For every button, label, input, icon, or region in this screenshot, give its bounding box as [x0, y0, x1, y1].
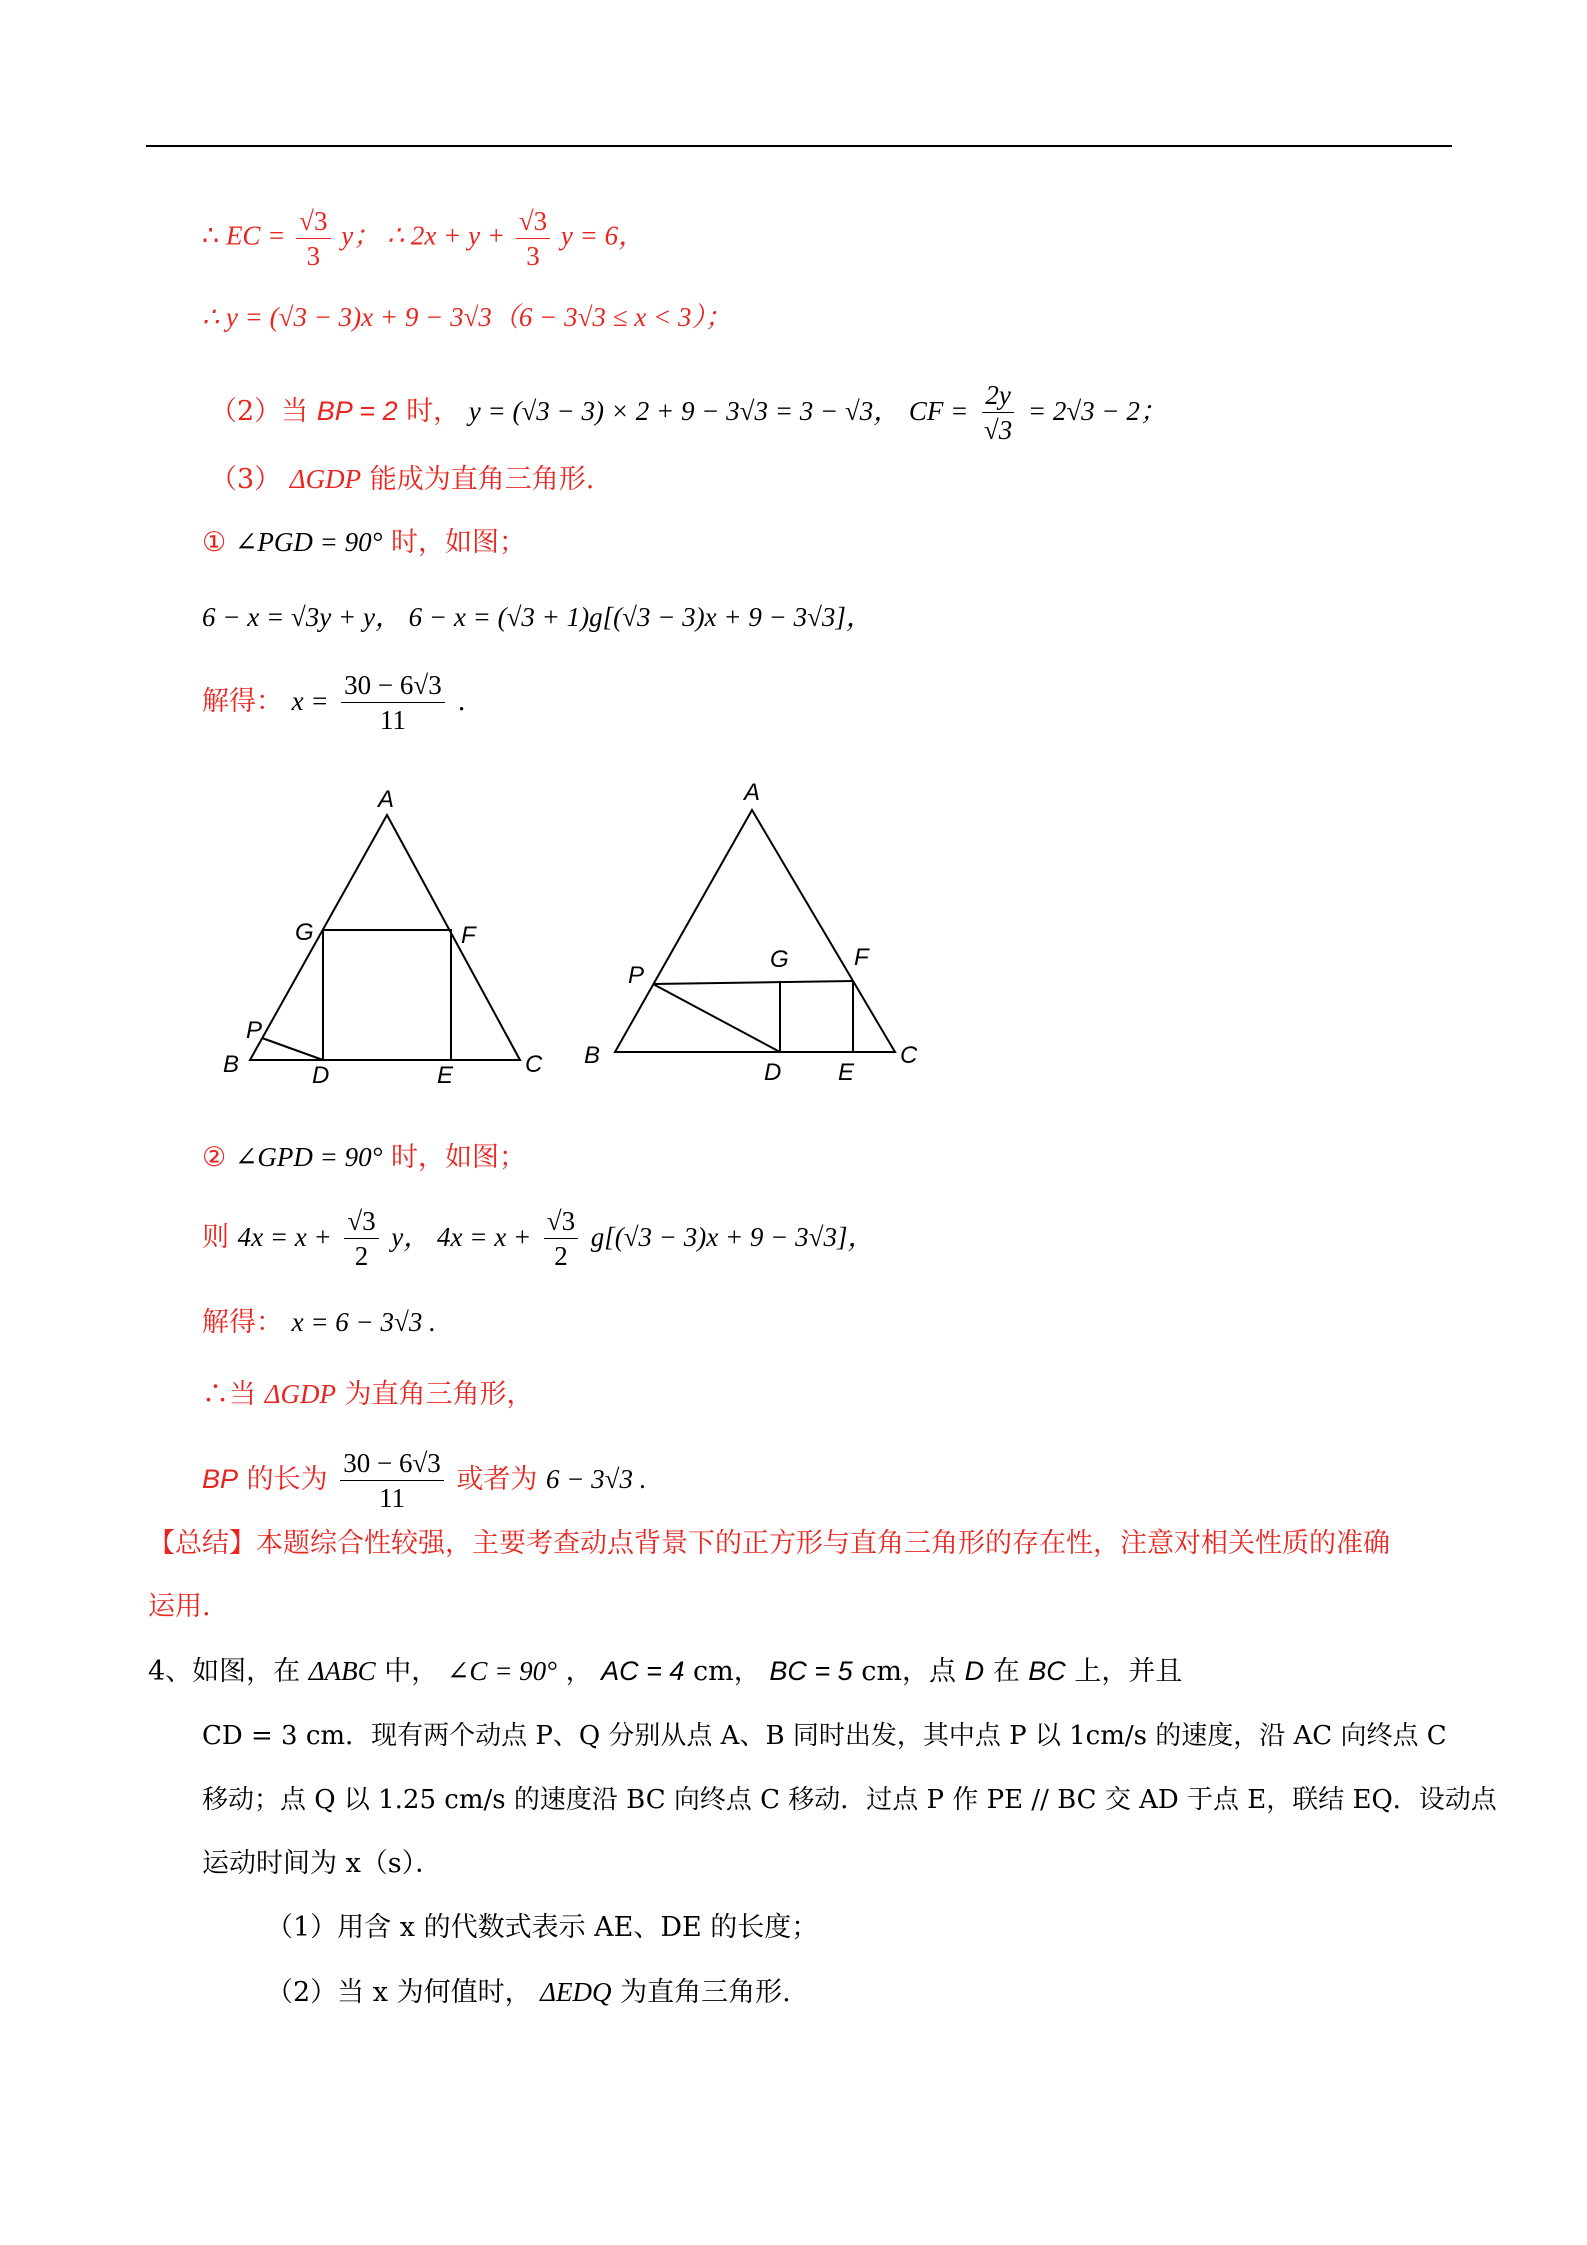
- label-b: B: [584, 1042, 601, 1069]
- label-c: C: [525, 1051, 543, 1078]
- label-e: E: [437, 1062, 454, 1089]
- case-1-equation: 6 − x = √3y + y， 6 − x = (√3 + 1)g[(√3 − 3)x + 9 − 3√3]，: [202, 602, 873, 632]
- segment-pf: [653, 981, 853, 984]
- part-2-answer: （2）当 BP = 2 时， y = (√3 − 3) × 2 + 9 − 3√3 = 3 − √3， CF = $\frac{2y}{√3}$ = 2√3 − 2；: [210, 380, 1167, 445]
- figure-2: [575, 770, 935, 1090]
- conclusion-line-1: ∴当 ΔGDP 为直角三角形，: [202, 1379, 534, 1410]
- square-gdef: [323, 930, 451, 1060]
- label-p: P: [246, 1017, 263, 1044]
- figure-1: [215, 780, 545, 1100]
- label-g: G: [770, 946, 789, 973]
- question-4-line-1: 4、如图，在 ΔABC 中， ∠C = 90° ， AC = 4 cm， BC = 5 cm，点 D 在 BC 上，并且: [148, 1656, 1183, 1687]
- case-2-equation: 则 4x = x + $\frac{√3}{2}$ y， 4x = x + $\frac{√3}{2}$ g[(√3 − 3)x + 9 − 3√3]，: [202, 1206, 875, 1271]
- segment-pd: [653, 984, 780, 1052]
- eq-ec: ∴ EC = $\frac{√3}{3}$ y； ∴ 2x + y + $\frac{√3}{3}$ y = 6，: [202, 206, 646, 271]
- label-d: D: [764, 1059, 782, 1086]
- header-rule: [146, 145, 1452, 147]
- conclusion-line-2: BP 的长为 $\frac{30 - 6√3}{11}$ 或者为 6 − 3√3 .: [202, 1448, 647, 1513]
- summary-line-1: 【总结】本题综合性较强，主要考查动点背景下的正方形与直角三角形的存在性，注意对相关性质的准确: [148, 1528, 1390, 1559]
- triangle-abc: [250, 815, 520, 1060]
- case-2-heading: ② ∠GPD = 90° 时，如图；: [202, 1142, 527, 1173]
- label-e: E: [838, 1059, 855, 1086]
- question-4-line-4: 运动时间为 x（s）．: [202, 1848, 443, 1879]
- summary-line-2: 运用.: [148, 1591, 211, 1622]
- segment-pd: [262, 1038, 323, 1060]
- label-a: A: [744, 779, 761, 806]
- question-4-line-2: CD = 3 cm．现有两个动点 P、Q 分别从点 A、B 同时出发，其中点 P 以 1cm/s 的速度，沿 AC 向终点 C: [202, 1721, 1447, 1751]
- case-2-solution: 解得： x = 6 − 3√3 .: [202, 1307, 436, 1338]
- label-d: D: [312, 1062, 330, 1089]
- question-4-part-1: （1）用含 x 的代数式表示 AE、DE 的长度；: [266, 1912, 819, 1943]
- eq-y-function: ∴ y = (√3 − 3)x + 9 − 3√3（6 − 3√3 ≤ x < 3）；: [202, 302, 732, 332]
- part-3-heading: （3） ΔGDP 能成为直角三角形.: [210, 464, 595, 495]
- label-f: F: [461, 922, 476, 949]
- case-1-solution: 解得： x = $\frac{30 - 6√3}{11}$ .: [202, 670, 466, 735]
- question-4-line-3: 移动；点 Q 以 1.25 cm/s 的速度沿 BC 向终点 C 移动．过点 P 作 PE // BC 交 AD 于点 E，联结 EQ．设动点: [202, 1785, 1497, 1815]
- case-1-heading: ① ∠PGD = 90° 时，如图；: [202, 527, 527, 558]
- label-p: P: [628, 962, 645, 989]
- label-c: C: [900, 1042, 918, 1069]
- label-a: A: [378, 786, 395, 813]
- label-f: F: [854, 944, 869, 971]
- question-4-part-2: （2）当 x 为何值时， ΔEDQ 为直角三角形.: [266, 1977, 791, 2008]
- label-g: G: [295, 919, 314, 946]
- label-b: B: [223, 1051, 240, 1078]
